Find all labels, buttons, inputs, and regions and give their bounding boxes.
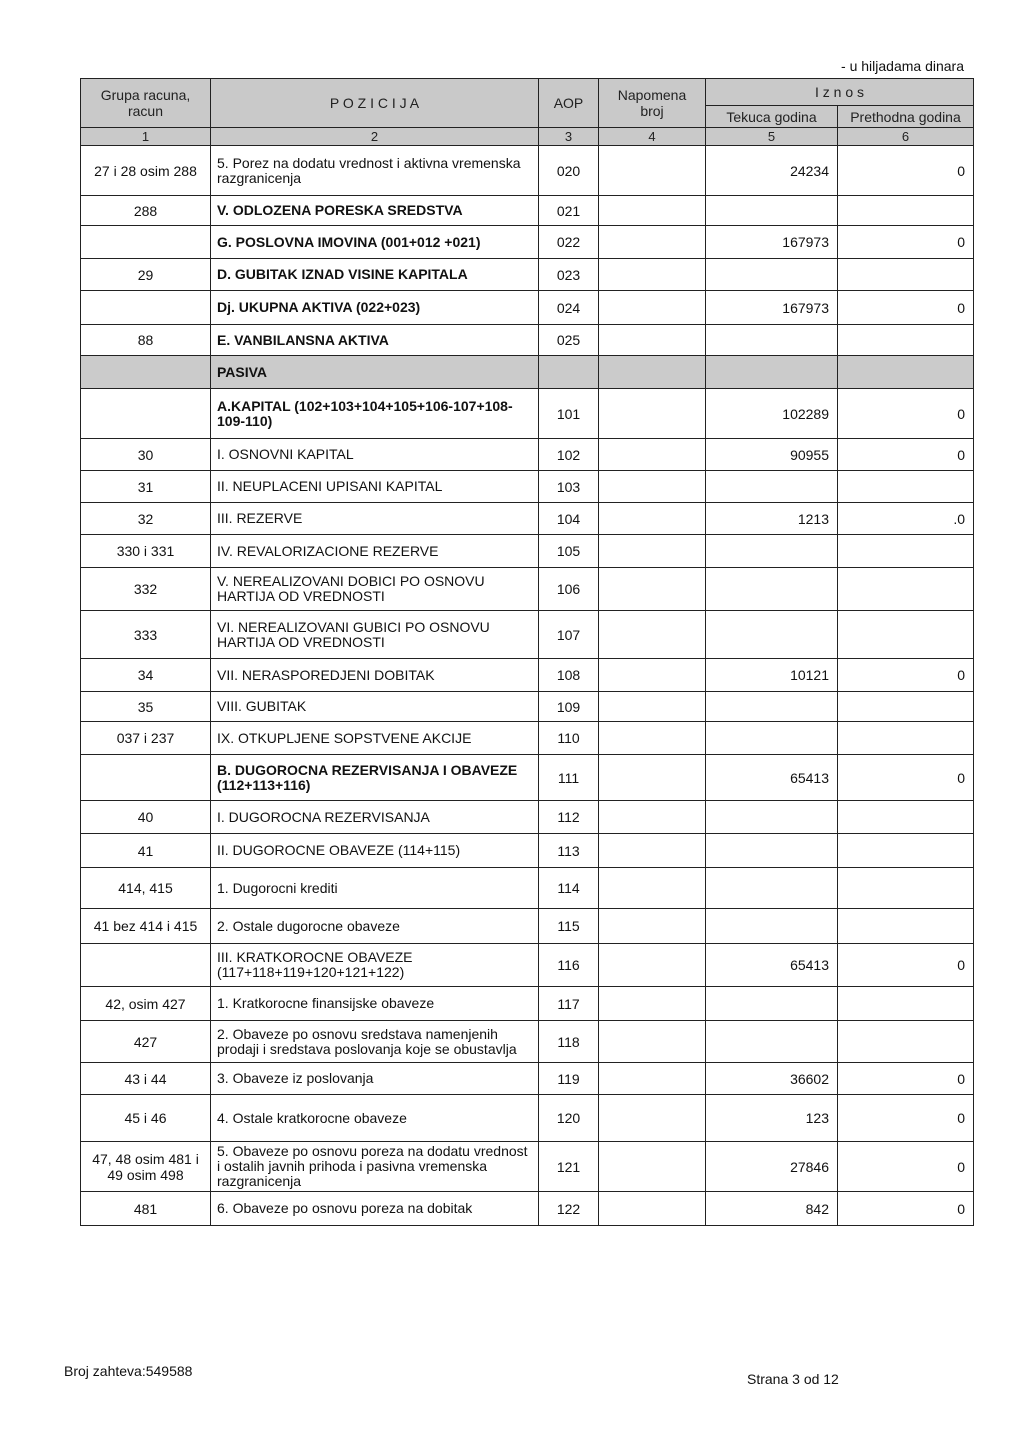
previous-year-cell [838,801,974,834]
units-note: - u hiljadama dinara [841,58,964,74]
note-cell [599,909,706,944]
table-row [81,611,974,659]
account-cell [81,291,211,325]
previous-year-cell [838,1021,974,1063]
position-cell: E. VANBILANSNA AKTIVA [211,325,539,356]
aop-cell: 115 [539,909,599,944]
current-year-cell [706,568,838,611]
aop-cell: 121 [539,1142,599,1192]
table-row [81,987,974,1021]
account-cell: 427 [81,1021,211,1063]
col-number: 4 [599,128,706,146]
note-cell [599,692,706,722]
col-number: 1 [81,128,211,146]
account-cell [81,755,211,801]
note-cell [599,1063,706,1095]
current-year-cell [706,259,838,291]
account-cell: 288 [81,196,211,226]
note-cell [599,226,706,259]
current-year-cell: 36602 [706,1063,838,1095]
position-cell: A.KAPITAL (102+103+104+105+106-107+108-109-110) [211,389,539,439]
header-amount: I z n o s [706,79,974,106]
aop-cell: 024 [539,291,599,325]
position-cell: 2. Obaveze po osnovu sredstava namenjenih prodaji i sredstava poslovanja koje se obustavlja [211,1021,539,1063]
account-cell: 037 i 237 [81,722,211,755]
position-cell: III. REZERVE [211,503,539,535]
note-cell [599,1142,706,1192]
current-year-cell: 65413 [706,944,838,987]
aop-cell: 101 [539,389,599,439]
previous-year-cell [838,568,974,611]
table-row [81,1063,974,1095]
previous-year-cell [838,325,974,356]
previous-year-cell [838,868,974,909]
position-cell: D. GUBITAK IZNAD VISINE KAPITALA [211,259,539,291]
account-cell: 414, 415 [81,868,211,909]
position-cell: VI. NEREALIZOVANI GUBICI PO OSNOVU HARTIJA OD VREDNOSTI [211,611,539,659]
note-cell [599,389,706,439]
aop-cell: 108 [539,659,599,692]
current-year-cell [706,196,838,226]
current-year-cell [706,987,838,1021]
account-cell [81,226,211,259]
previous-year-cell [838,909,974,944]
previous-year-cell [838,471,974,503]
current-year-cell: 123 [706,1095,838,1142]
note-cell [599,944,706,987]
aop-cell: 107 [539,611,599,659]
table-row [81,755,974,801]
position-cell: VII. NERASPOREDJENI DOBITAK [211,659,539,692]
table-row [81,291,974,325]
current-year-cell [706,722,838,755]
position-cell: V. NEREALIZOVANI DOBICI PO OSNOVU HARTIJA OD VREDNOSTI [211,568,539,611]
account-cell [81,356,211,389]
note-cell [599,146,706,196]
col-number: 3 [539,128,599,146]
header-note: Napomena broj [599,79,706,128]
aop-cell: 114 [539,868,599,909]
aop-cell: 119 [539,1063,599,1095]
header-current-year: Tekuca godina [706,106,838,128]
note-cell [599,568,706,611]
table-row [81,146,974,196]
position-cell: IV. REVALORIZACIONE REZERVE [211,535,539,568]
note-cell [599,868,706,909]
previous-year-cell [838,196,974,226]
current-year-cell [706,325,838,356]
note-cell [599,834,706,868]
aop-cell: 113 [539,834,599,868]
position-cell: II. NEUPLACENI UPISANI KAPITAL [211,471,539,503]
account-cell: 330 i 331 [81,535,211,568]
account-cell: 45 i 46 [81,1095,211,1142]
account-cell: 43 i 44 [81,1063,211,1095]
position-cell: VIII. GUBITAK [211,692,539,722]
note-cell [599,722,706,755]
note-cell [599,659,706,692]
aop-cell: 020 [539,146,599,196]
account-cell: 30 [81,439,211,471]
position-cell: 1. Dugorocni krediti [211,868,539,909]
page-number: Strana 3 od 12 [747,1371,839,1387]
header-position: P O Z I C I J A [211,79,539,128]
current-year-cell [706,801,838,834]
balance-sheet-table [80,78,974,1226]
account-cell: 34 [81,659,211,692]
current-year-cell [706,535,838,568]
current-year-cell: 27846 [706,1142,838,1192]
previous-year-cell: 0 [838,659,974,692]
table-row [81,944,974,987]
table-row [81,1021,974,1063]
table-row [81,356,974,389]
aop-cell: 110 [539,722,599,755]
account-cell: 32 [81,503,211,535]
previous-year-cell: 0 [838,755,974,801]
current-year-cell: 167973 [706,291,838,325]
current-year-cell [706,868,838,909]
current-year-cell: 90955 [706,439,838,471]
position-cell: 5. Porez na dodatu vrednost i aktivna vremenska razgranicenja [211,146,539,196]
previous-year-cell [838,356,974,389]
account-cell: 41 bez 414 i 415 [81,909,211,944]
aop-cell: 105 [539,535,599,568]
previous-year-cell: 0 [838,944,974,987]
previous-year-cell: 0 [838,1142,974,1192]
aop-cell: 109 [539,692,599,722]
header-group: Grupa racuna, racun [81,79,211,128]
aop-cell: 122 [539,1192,599,1226]
table-row [81,834,974,868]
account-cell: 42, osim 427 [81,987,211,1021]
aop-cell: 106 [539,568,599,611]
aop-cell: 117 [539,987,599,1021]
previous-year-cell [838,722,974,755]
note-cell [599,471,706,503]
previous-year-cell: 0 [838,439,974,471]
header-previous-year: Prethodna godina [838,106,974,128]
aop-cell: 111 [539,755,599,801]
table-row [81,1192,974,1226]
position-cell: V. ODLOZENA PORESKA SREDSTVA [211,196,539,226]
note-cell [599,291,706,325]
position-cell: III. KRATKOROCNE OBAVEZE (117+118+119+120+121+122) [211,944,539,987]
account-cell: 29 [81,259,211,291]
request-number: Broj zahteva:549588 [64,1363,193,1379]
note-cell [599,801,706,834]
previous-year-cell [838,259,974,291]
table-row [81,801,974,834]
table-row [81,868,974,909]
table-row [81,439,974,471]
position-cell: 2. Ostale dugorocne obaveze [211,909,539,944]
note-cell [599,325,706,356]
note-cell [599,987,706,1021]
account-cell: 40 [81,801,211,834]
aop-cell [539,356,599,389]
table-row [81,692,974,722]
aop-cell: 022 [539,226,599,259]
position-cell: B. DUGOROCNA REZERVISANJA I OBAVEZE (112+113+116) [211,755,539,801]
note-cell [599,259,706,291]
header-aop: AOP [539,79,599,128]
current-year-cell [706,1021,838,1063]
position-cell: IX. OTKUPLJENE SOPSTVENE AKCIJE [211,722,539,755]
account-cell [81,944,211,987]
col-number: 5 [706,128,838,146]
table-row [81,471,974,503]
account-cell [81,389,211,439]
account-cell: 41 [81,834,211,868]
aop-cell: 102 [539,439,599,471]
aop-cell: 021 [539,196,599,226]
position-cell: 6. Obaveze po osnovu poreza na dobitak [211,1192,539,1226]
current-year-cell: 1213 [706,503,838,535]
position-cell: I. DUGOROCNA REZERVISANJA [211,801,539,834]
position-cell: PASIVA [211,356,539,389]
position-cell: 1. Kratkorocne finansijske obaveze [211,987,539,1021]
table-row [81,568,974,611]
position-cell: 5. Obaveze po osnovu poreza na dodatu vrednost i ostalih javnih prihoda i pasivna vremenska razgranicenja [211,1142,539,1192]
note-cell [599,611,706,659]
table-row [81,722,974,755]
table-row [81,535,974,568]
note-cell [599,356,706,389]
position-cell: Dj. UKUPNA AKTIVA (022+023) [211,291,539,325]
aop-cell: 118 [539,1021,599,1063]
note-cell [599,1192,706,1226]
table-row [81,226,974,259]
aop-cell: 103 [539,471,599,503]
position-cell: G. POSLOVNA IMOVINA (001+012 +021) [211,226,539,259]
current-year-cell [706,471,838,503]
position-cell: 3. Obaveze iz poslovanja [211,1063,539,1095]
previous-year-cell: 0 [838,226,974,259]
table-row [81,259,974,291]
position-cell: II. DUGOROCNE OBAVEZE (114+115) [211,834,539,868]
table-row [81,503,974,535]
table-row [81,325,974,356]
current-year-cell [706,356,838,389]
col-number: 2 [211,128,539,146]
previous-year-cell: 0 [838,1095,974,1142]
current-year-cell: 10121 [706,659,838,692]
previous-year-cell: 0 [838,291,974,325]
previous-year-cell [838,987,974,1021]
current-year-cell [706,611,838,659]
current-year-cell: 842 [706,1192,838,1226]
position-cell: 4. Ostale kratkorocne obaveze [211,1095,539,1142]
account-cell: 333 [81,611,211,659]
previous-year-cell: .0 [838,503,974,535]
position-cell: I. OSNOVNI KAPITAL [211,439,539,471]
account-cell: 481 [81,1192,211,1226]
previous-year-cell [838,834,974,868]
aop-cell: 104 [539,503,599,535]
previous-year-cell: 0 [838,146,974,196]
table-row [81,909,974,944]
note-cell [599,535,706,568]
col-number: 6 [838,128,974,146]
previous-year-cell [838,535,974,568]
previous-year-cell [838,611,974,659]
account-cell: 47, 48 osim 481 i 49 osim 498 [81,1142,211,1192]
note-cell [599,1021,706,1063]
table-row [81,196,974,226]
current-year-cell: 65413 [706,755,838,801]
current-year-cell [706,692,838,722]
table-row [81,389,974,439]
note-cell [599,196,706,226]
aop-cell: 112 [539,801,599,834]
note-cell [599,1095,706,1142]
account-cell: 35 [81,692,211,722]
aop-cell: 025 [539,325,599,356]
account-cell: 88 [81,325,211,356]
table-row [81,659,974,692]
note-cell [599,503,706,535]
previous-year-cell: 0 [838,1192,974,1226]
table-row [81,1142,974,1192]
current-year-cell: 167973 [706,226,838,259]
note-cell [599,439,706,471]
current-year-cell: 102289 [706,389,838,439]
table-row [81,1095,974,1142]
current-year-cell [706,834,838,868]
aop-cell: 023 [539,259,599,291]
table-body [81,146,974,1226]
current-year-cell: 24234 [706,146,838,196]
note-cell [599,755,706,801]
account-cell: 27 i 28 osim 288 [81,146,211,196]
previous-year-cell: 0 [838,1063,974,1095]
aop-cell: 116 [539,944,599,987]
previous-year-cell: 0 [838,389,974,439]
current-year-cell [706,909,838,944]
previous-year-cell [838,692,974,722]
account-cell: 31 [81,471,211,503]
aop-cell: 120 [539,1095,599,1142]
account-cell: 332 [81,568,211,611]
